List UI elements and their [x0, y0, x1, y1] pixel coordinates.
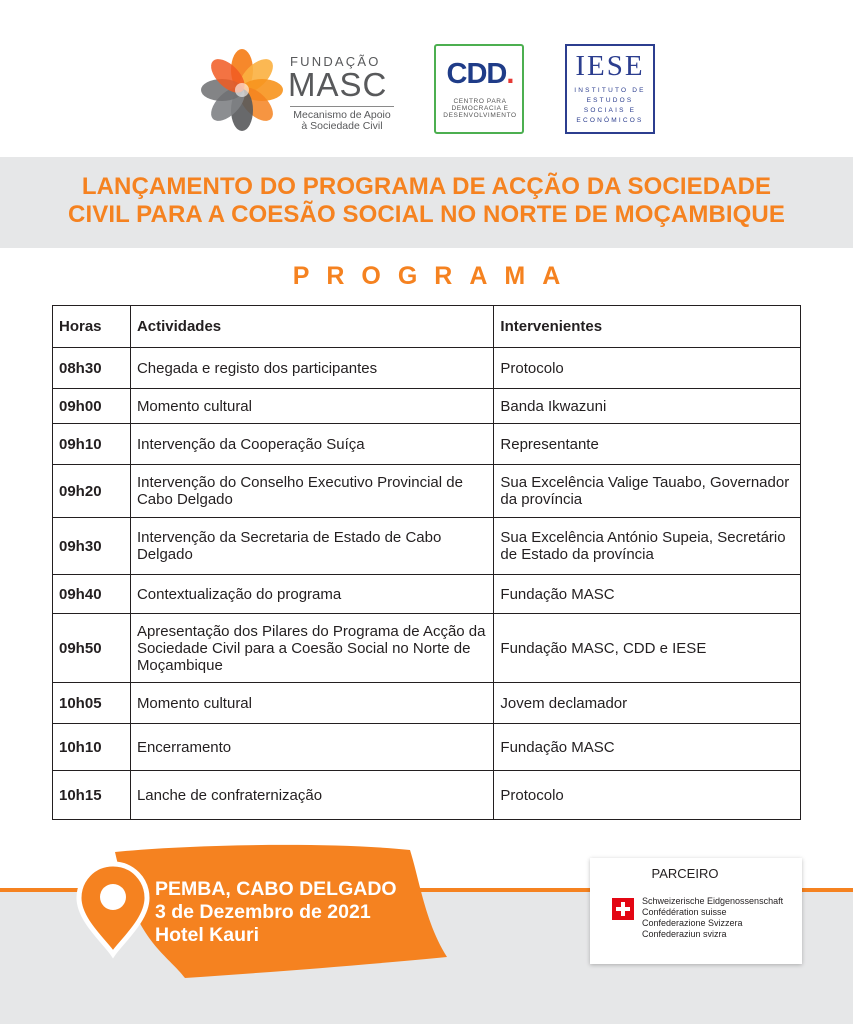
masc-subtitle-line2: à Sociedade Civil — [301, 120, 383, 132]
partner-card — [590, 858, 802, 964]
location-city: PEMBA, CABO DELGADO — [155, 878, 397, 900]
cell-actividade: Contextualização do programa — [130, 575, 493, 614]
cdd-logo — [434, 44, 524, 134]
swiss-flag-icon — [612, 898, 634, 920]
cell-actividade: Lanche de confraternização — [130, 771, 493, 820]
cell-hora: 10h15 — [53, 771, 131, 820]
cell-interveniente: Fundação MASC — [494, 724, 801, 771]
page-title-line2: CIVIL PARA A COESÃO SOCIAL NO NORTE DE MOÇAMBIQUE — [68, 201, 785, 228]
cell-interveniente: Fundação MASC — [494, 575, 801, 614]
swiss-line2: Confédération suisse — [642, 907, 727, 917]
cell-interveniente: Sua Excelência António Supeia, Secretário de Estado da província — [494, 518, 801, 575]
cell-interveniente: Sua Excelência Valige Tauabo, Governador da província — [494, 465, 801, 518]
cell-interveniente: Banda Ikwazuni — [494, 389, 801, 424]
cell-hora: 09h50 — [53, 614, 131, 683]
cell-interveniente: Jovem declamador — [494, 683, 801, 724]
iese-logo — [565, 44, 655, 134]
cell-hora: 09h40 — [53, 575, 131, 614]
page-title — [0, 173, 853, 229]
cell-hora: 09h30 — [53, 518, 131, 575]
iese-subtitle-line4: ECONÓMICOS — [576, 117, 644, 124]
cell-actividade: Intervenção da Cooperação Suíça — [130, 424, 493, 465]
swiss-line3: Confederazione Svizzera — [642, 918, 743, 928]
table-row — [53, 724, 801, 771]
location-date: 3 de Dezembro de 2021 — [155, 901, 371, 923]
cell-hora: 10h05 — [53, 683, 131, 724]
header-actividades: Actividades — [130, 306, 493, 348]
location-info — [155, 878, 397, 947]
cell-actividade: Chegada e registo dos participantes — [130, 348, 493, 389]
location-pin-icon — [79, 864, 147, 954]
table-row — [53, 424, 801, 465]
cell-hora: 09h20 — [53, 465, 131, 518]
masc-logo — [200, 48, 410, 138]
iese-name-text: IESE — [575, 50, 645, 82]
table-row — [53, 518, 801, 575]
cell-actividade: Encerramento — [130, 724, 493, 771]
swiss-confederation-names — [642, 896, 783, 940]
table-row — [53, 771, 801, 820]
iese-subtitle-line3: SOCIAIS E — [583, 107, 637, 114]
cdd-subtitle-line3: DESENVOLVIMENTO — [443, 112, 517, 119]
table-row — [53, 575, 801, 614]
header-horas: Horas — [53, 306, 131, 348]
table-row — [53, 683, 801, 724]
cell-actividade: Intervenção da Secretaria de Estado de Cabo Delgado — [130, 518, 493, 575]
masc-flower-icon — [200, 48, 284, 132]
cdd-mark-text: CDD — [446, 58, 507, 90]
cell-interveniente: Representante — [494, 424, 801, 465]
masc-fundacao-text: FUNDAÇÃO — [290, 54, 381, 69]
table-row — [53, 348, 801, 389]
masc-name-text: MASC — [288, 66, 388, 103]
cell-hora: 09h10 — [53, 424, 131, 465]
cell-actividade: Intervenção do Conselho Executivo Provincial de Cabo Delgado — [130, 465, 493, 518]
cell-actividade: Apresentação dos Pilares do Programa de Acção da Sociedade Civil para a Coesão Social no Norte de Moçambique — [130, 614, 493, 683]
cell-hora: 10h10 — [53, 724, 131, 771]
iese-subtitle — [567, 86, 653, 126]
cell-hora: 09h00 — [53, 389, 131, 424]
table-header-row — [53, 306, 801, 348]
title-band — [0, 157, 853, 248]
cell-hora: 08h30 — [53, 348, 131, 389]
programa-heading: PROGRAMA — [292, 262, 578, 290]
cell-interveniente: Fundação MASC, CDD e IESE — [494, 614, 801, 683]
partner-label: PARCEIRO — [651, 866, 719, 881]
cdd-subtitle-line2: DEMOCRACIA E — [451, 105, 509, 112]
cdd-subtitle-line1: CENTRO PARA — [453, 98, 507, 105]
cdd-subtitle — [442, 98, 518, 119]
masc-subtitle — [290, 110, 394, 132]
agenda-table — [52, 305, 801, 820]
page-title-line1: LANÇAMENTO DO PROGRAMA DE ACÇÃO DA SOCIEDADE — [81, 173, 772, 200]
masc-divider — [290, 106, 394, 107]
iese-subtitle-line2: ESTUDOS — [586, 97, 634, 104]
table-row — [53, 389, 801, 424]
cell-actividade: Momento cultural — [130, 389, 493, 424]
table-row — [53, 465, 801, 518]
logos-row — [0, 40, 853, 140]
cell-interveniente: Protocolo — [494, 771, 801, 820]
cdd-mark — [442, 58, 518, 96]
header-intervenientes: Intervenientes — [494, 306, 801, 348]
swiss-line1: Schweizerische Eidgenossenschaft — [642, 896, 784, 906]
swiss-line4: Confederaziun svizra — [642, 929, 727, 939]
location-venue: Hotel Kauri — [155, 924, 260, 946]
cell-interveniente: Protocolo — [494, 348, 801, 389]
cdd-dot: . — [506, 58, 514, 90]
cell-actividade: Momento cultural — [130, 683, 493, 724]
masc-subtitle-line1: Mecanismo de Apoio — [293, 109, 391, 121]
table-row — [53, 614, 801, 683]
iese-subtitle-line1: INSTITUTO DE — [574, 87, 646, 94]
